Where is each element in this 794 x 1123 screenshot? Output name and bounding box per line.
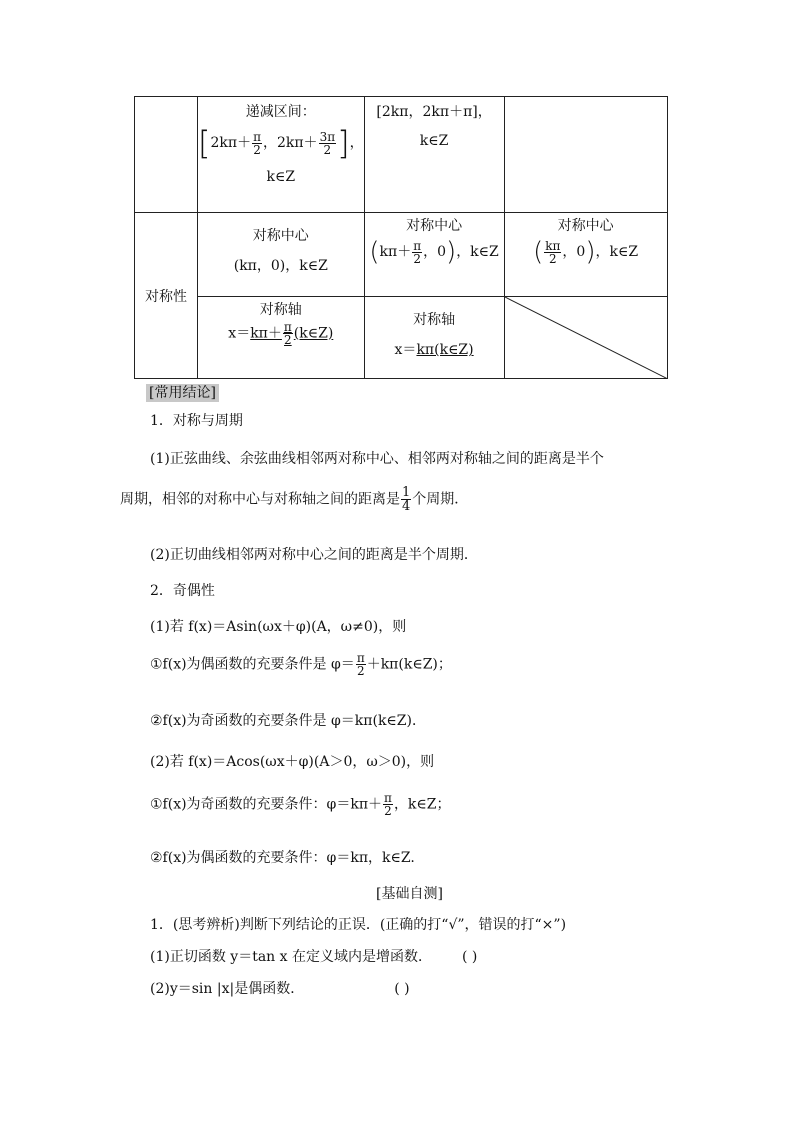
axis-title: 对称轴 [259, 302, 302, 318]
item2-paragraph2: (2)若 f(x)＝Acos(ωx＋φ)(A＞0，ω＞0)，则 [150, 754, 435, 770]
fraction: $\frac{1}{4}$ [402, 485, 411, 514]
answer-blank: ( ) [461, 949, 478, 965]
cos-center-value: (kπ＋ $\frac{\pi}{2}$ ，0)，k∈Z [369, 237, 499, 267]
item2-condition2: ②f(x)为奇函数的充要条件是 φ＝kπ(k∈Z)． [150, 713, 426, 729]
tan-axis-cell-empty [504, 297, 667, 379]
item2-condition4: ②f(x)为偶函数的充要条件：φ＝kπ，k∈Z. [150, 850, 415, 866]
item2-title: 2．奇偶性 [150, 583, 215, 599]
answer-blank: ( ) [394, 981, 410, 997]
fraction: $\frac{\pi}{2}$ [253, 129, 261, 157]
fraction: $\frac{\pi}{2}$ [384, 791, 392, 818]
tan-center-cell [504, 213, 667, 297]
symmetry-label-cell [135, 213, 198, 379]
selftest-heading: [基础自测] [376, 886, 443, 902]
fraction: $\frac{\pi}{2}$ [356, 651, 365, 678]
fraction: $\frac{\pi}{2}$ [413, 238, 422, 266]
cos-decreasing-interval: [2kπ，2kπ＋π]， [376, 104, 492, 120]
item2-paragraph1: (1)若 f(x)＝Asin(ωx＋φ)(A，ω≠0)，则 [150, 619, 407, 635]
decreasing-interval-title: 递减区间： [245, 104, 316, 120]
selftest-item1: (1)正切函数 y＝tan x 在定义域内是增函数． ( ) [150, 949, 478, 965]
tan-center-value: ( $\frac{k\pi}{2}$ ，0)，k∈Z [533, 237, 639, 267]
item1-paragraph1: (1)正弦曲线、余弦曲线相邻两对称中心、相邻两对称轴之间的距离是半个 [150, 451, 604, 467]
item1-title: 1．对称与周期 [150, 413, 243, 429]
fraction: $\frac{k\pi}{2}$ [545, 238, 561, 266]
conclusions-tag: [常用结论] [146, 384, 219, 402]
sin-axis-cell [198, 297, 365, 379]
item1-paragraph2: (2)正切曲线相邻两对称中心之间的距离是半个周期． [150, 547, 478, 563]
cos-axis-cell [364, 297, 504, 379]
decreasing-interval-formula: [2kπ＋ $\frac{\pi}{2}$ ，2kπ＋ $\frac{3\pi}{2}$ ]， [198, 124, 364, 162]
cos-center-cell [364, 213, 504, 297]
properties-table [134, 96, 668, 379]
selftest-question1: 1．(思考辨析)判断下列结论的正误．(正确的打“√”，错误的打“×”) [150, 917, 567, 933]
center-title: 对称中心 [406, 218, 463, 234]
fraction: $\frac{3\pi}{2}$ [319, 129, 336, 157]
item1-paragraph1-cont: 周期，相邻的对称中心与对称轴之间的距离是 $\frac{1}{4}$ 个周期． [120, 485, 469, 514]
fraction: $\frac{\pi}{2}$ [283, 320, 292, 347]
k-in-z: k∈Z [266, 169, 296, 185]
symmetry-label: 对称性 [145, 288, 187, 305]
center-title: 对称中心 [557, 218, 614, 234]
table-cell-empty [504, 97, 667, 213]
axis-title: 对称轴 [413, 312, 456, 328]
table-cell-cos-decreasing [364, 97, 504, 213]
selftest-item2: (2)y＝sin |x|是偶函数． ( ) [150, 981, 410, 997]
item2-condition1: ①f(x)为偶函数的充要条件是 φ＝ $\frac{\pi}{2}$ ＋kπ(k∈Z)； [150, 651, 452, 678]
k-in-z: k∈Z [419, 133, 449, 149]
sin-axis-value: x＝kπ＋ $\frac{\pi}{2}$ (k∈Z) [228, 320, 334, 347]
table-cell-empty [135, 97, 198, 213]
cos-axis-value: x＝kπ(k∈Z) [394, 342, 474, 358]
sin-center-cell [198, 213, 365, 297]
item2-condition3: ①f(x)为奇函数的充要条件：φ＝kπ＋ $\frac{\pi}{2}$ ，k∈Z； [150, 791, 451, 818]
sin-center-value: (kπ，0)，k∈Z [233, 258, 328, 274]
table-cell-decreasing-interval [198, 97, 365, 213]
diagonal-slash [505, 297, 668, 379]
center-title: 对称中心 [252, 228, 309, 244]
